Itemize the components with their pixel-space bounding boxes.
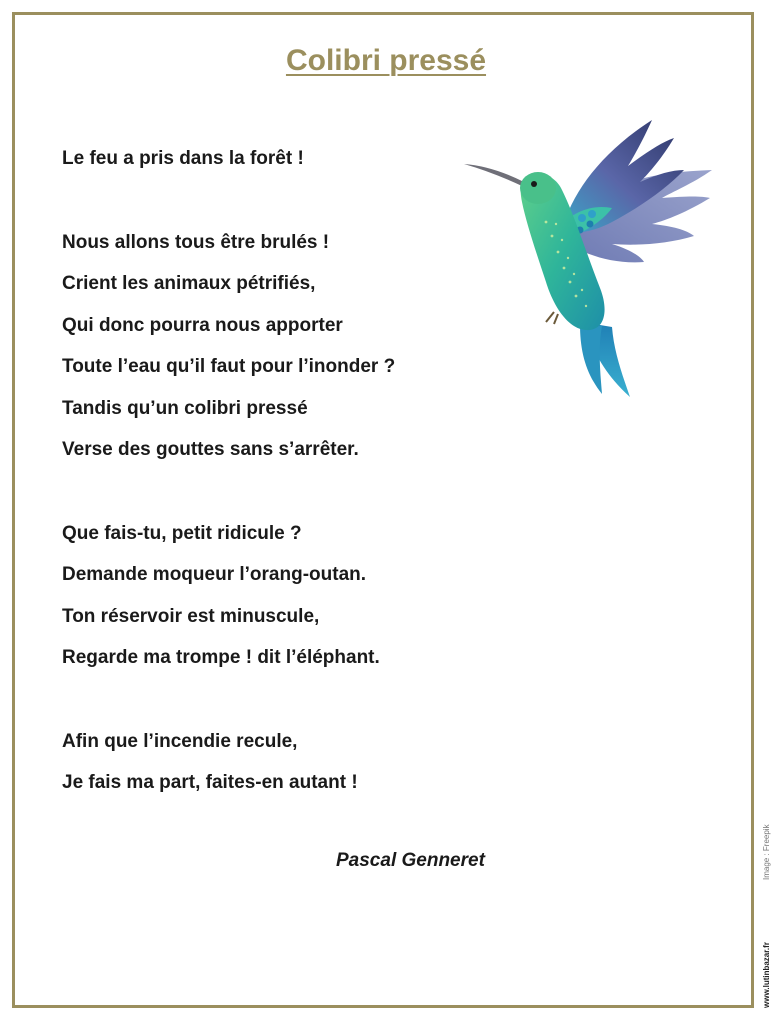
- poem-line: Qui donc pourra nous apporter: [62, 314, 343, 336]
- stanza-2: [62, 226, 395, 475]
- poem-line: Nous allons tous être brulés !: [62, 231, 330, 253]
- image-credit: Image : Freepik: [762, 824, 771, 880]
- poem-line: Regarde ma trompe ! dit l’éléphant.: [62, 647, 380, 668]
- poem-line: Je fais ma part, faites-en autant !: [62, 772, 358, 793]
- hummingbird-illustration: [462, 112, 722, 407]
- poem-author: Pascal Genneret: [336, 850, 485, 871]
- poem-line: Tandis qu’un colibri pressé: [62, 397, 308, 419]
- stanza-4: [62, 725, 395, 808]
- poem-line: Que fais-tu, petit ridicule ?: [62, 522, 302, 544]
- poem-title: Colibri pressé: [285, 44, 487, 77]
- poem-line: Demande moqueur l’orang-outan.: [62, 564, 367, 585]
- poem-line: Le feu a pris dans la forêt !: [62, 148, 304, 169]
- site-url: www.lutinbazar.fr: [762, 942, 771, 1008]
- poem-line: Afin que l’incendie recule,: [62, 730, 298, 752]
- stanza-1: [62, 142, 395, 184]
- stanza-3: [62, 517, 395, 683]
- poem-line: Crient les animaux pétrifiés,: [62, 273, 316, 294]
- poem-line: Toute l’eau qu’il faut pour l’inonder ?: [62, 356, 396, 377]
- poem-line: Ton réservoir est minuscule,: [62, 605, 320, 627]
- poem-body: [62, 142, 395, 850]
- poem-line: Verse des gouttes sans s’arrêter.: [62, 439, 359, 460]
